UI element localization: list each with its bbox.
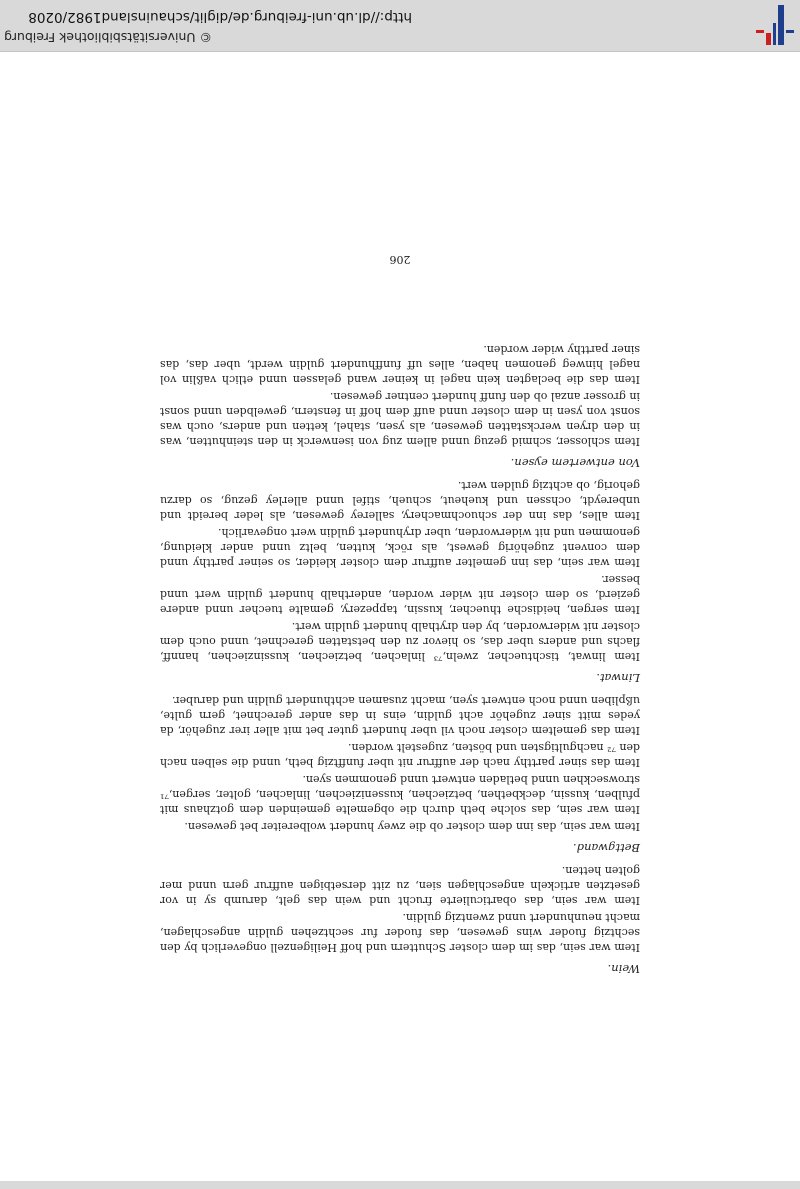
section-heading-eysen: Von entwertem eysen. [510, 456, 640, 470]
section-heading-linwat: Linwat. [596, 671, 640, 685]
paragraph: Item war sein, das im dem closter Schuttern und hoff Heiligenzell ongeverlich by den sechtzig fuoder wins gewesen, das fuoder fur sechtzehen guldin angeschlagen, macht neunhundert unnd zwentzig guldin. [160, 911, 640, 954]
paragraph: Item das gemeltem closter noch vil uber hundert guter bet mit aller irer zugehör, da yedes mitt siner zugehör acht guldin, eins in das ander gerechnet, gern gulte, ußpliben unnd noch entwert syen, macht zusamen achthundert guldin und daruber. [160, 694, 640, 737]
top-border-strip [0, 1181, 800, 1189]
footer-url-link[interactable]: http://dl.ub.uni-freiburg.de/diglit/schauinsland1982/0208 [28, 9, 412, 25]
paragraph: Item das siner partthy nach der auffrur nit uber funfftzig beth, unnd die selben nach den ⁷² nachgultigsten und bösten, zugestelt worden. [160, 741, 640, 769]
paragraph: Item war sein, das obarticulierte frucht und wein das gelt, darumb sy in vor gesetzten artickeln angeschlagen sien, zu zitt dersetbigen auffrur gern unnd mer golten hetten. [160, 864, 640, 907]
paragraph: Item das die beclagten kein nagel in keiner wand gelassen unnd etlich vaßlin vol nagel hinweg genomen haben, alles uff funffhundert guldin werdt, uber das, das siner partthy wider worden. [160, 343, 640, 386]
paragraph: Item war sein, das inn gemelter auffrur dem closter kleider, so seiner partthy unnd dem convent zugehörig gewest, als röck, kutten, beltz unnd ander kleidung, genommen und nit widerworden, uber dryhundert guldin wert ongevarlich. [160, 526, 640, 569]
paragraph: Item linwat, tischtuecher, zweln,⁷³ linlachen, betziechen, kussinziechen, hannff, flachs und anders uber das, so hievor zu den betstatten gerechnet, unnd ouch dem closter nit widerworden, by den drythalb hundert guldin wert. [160, 620, 640, 663]
footer-bar [0, 0, 800, 52]
section-heading-bettgwand: Bettgwand. [573, 841, 640, 855]
paragraph: Item alles, das inn der schuochmachery, sallerey gewesen, als leder bereidt und unbereydt, ochssen und kueheut, schueh, stifel unnd allerley gezug, so darzu gehorig, ob achtzig gulden wert. [160, 479, 640, 522]
section-heading-wein: Wein. [607, 962, 640, 976]
page-number: 206 [389, 253, 411, 266]
ub-freiburg-logo-icon [752, 3, 800, 47]
paragraph: Item war sein, das inn dem closter ob die zwey hundert wolbereiter bet gewesen. [184, 820, 640, 833]
paragraph: Item schlosser, schmid gezug unnd allem zug von isenwerck in den steinhutten, was in den dryen werckstatten gewesen, als ysen, stahel, ketten und anders, ouch was sonst von ysen in dem closter unnd auff dem hoff in fenstern, gewelbden unnd sonst in grosser anzal ob den funff hundert centner gewesen. [160, 390, 640, 448]
document-body [160, 342, 640, 984]
paragraph: Item sergen, heidische thuecher, kussin, tappezery, gemalte tuecher unnd andere gezierd, so dem closter nit wider worden, anderthalb hundert guldin wert unnd besser. [160, 573, 640, 616]
paragraph: Item war sein, das solche beth durch die obgemelte gemeinden dem gotzhaus mit pfulben, kussin, deckbethen, betziechen, kusseniziechen, linlachen, golter, sergen,⁷¹ strowseckhen unnd betladen entwert unnd genommen syen. [160, 773, 640, 816]
footer-copyright: © Universitätsbibliothek Freiburg [4, 30, 212, 45]
